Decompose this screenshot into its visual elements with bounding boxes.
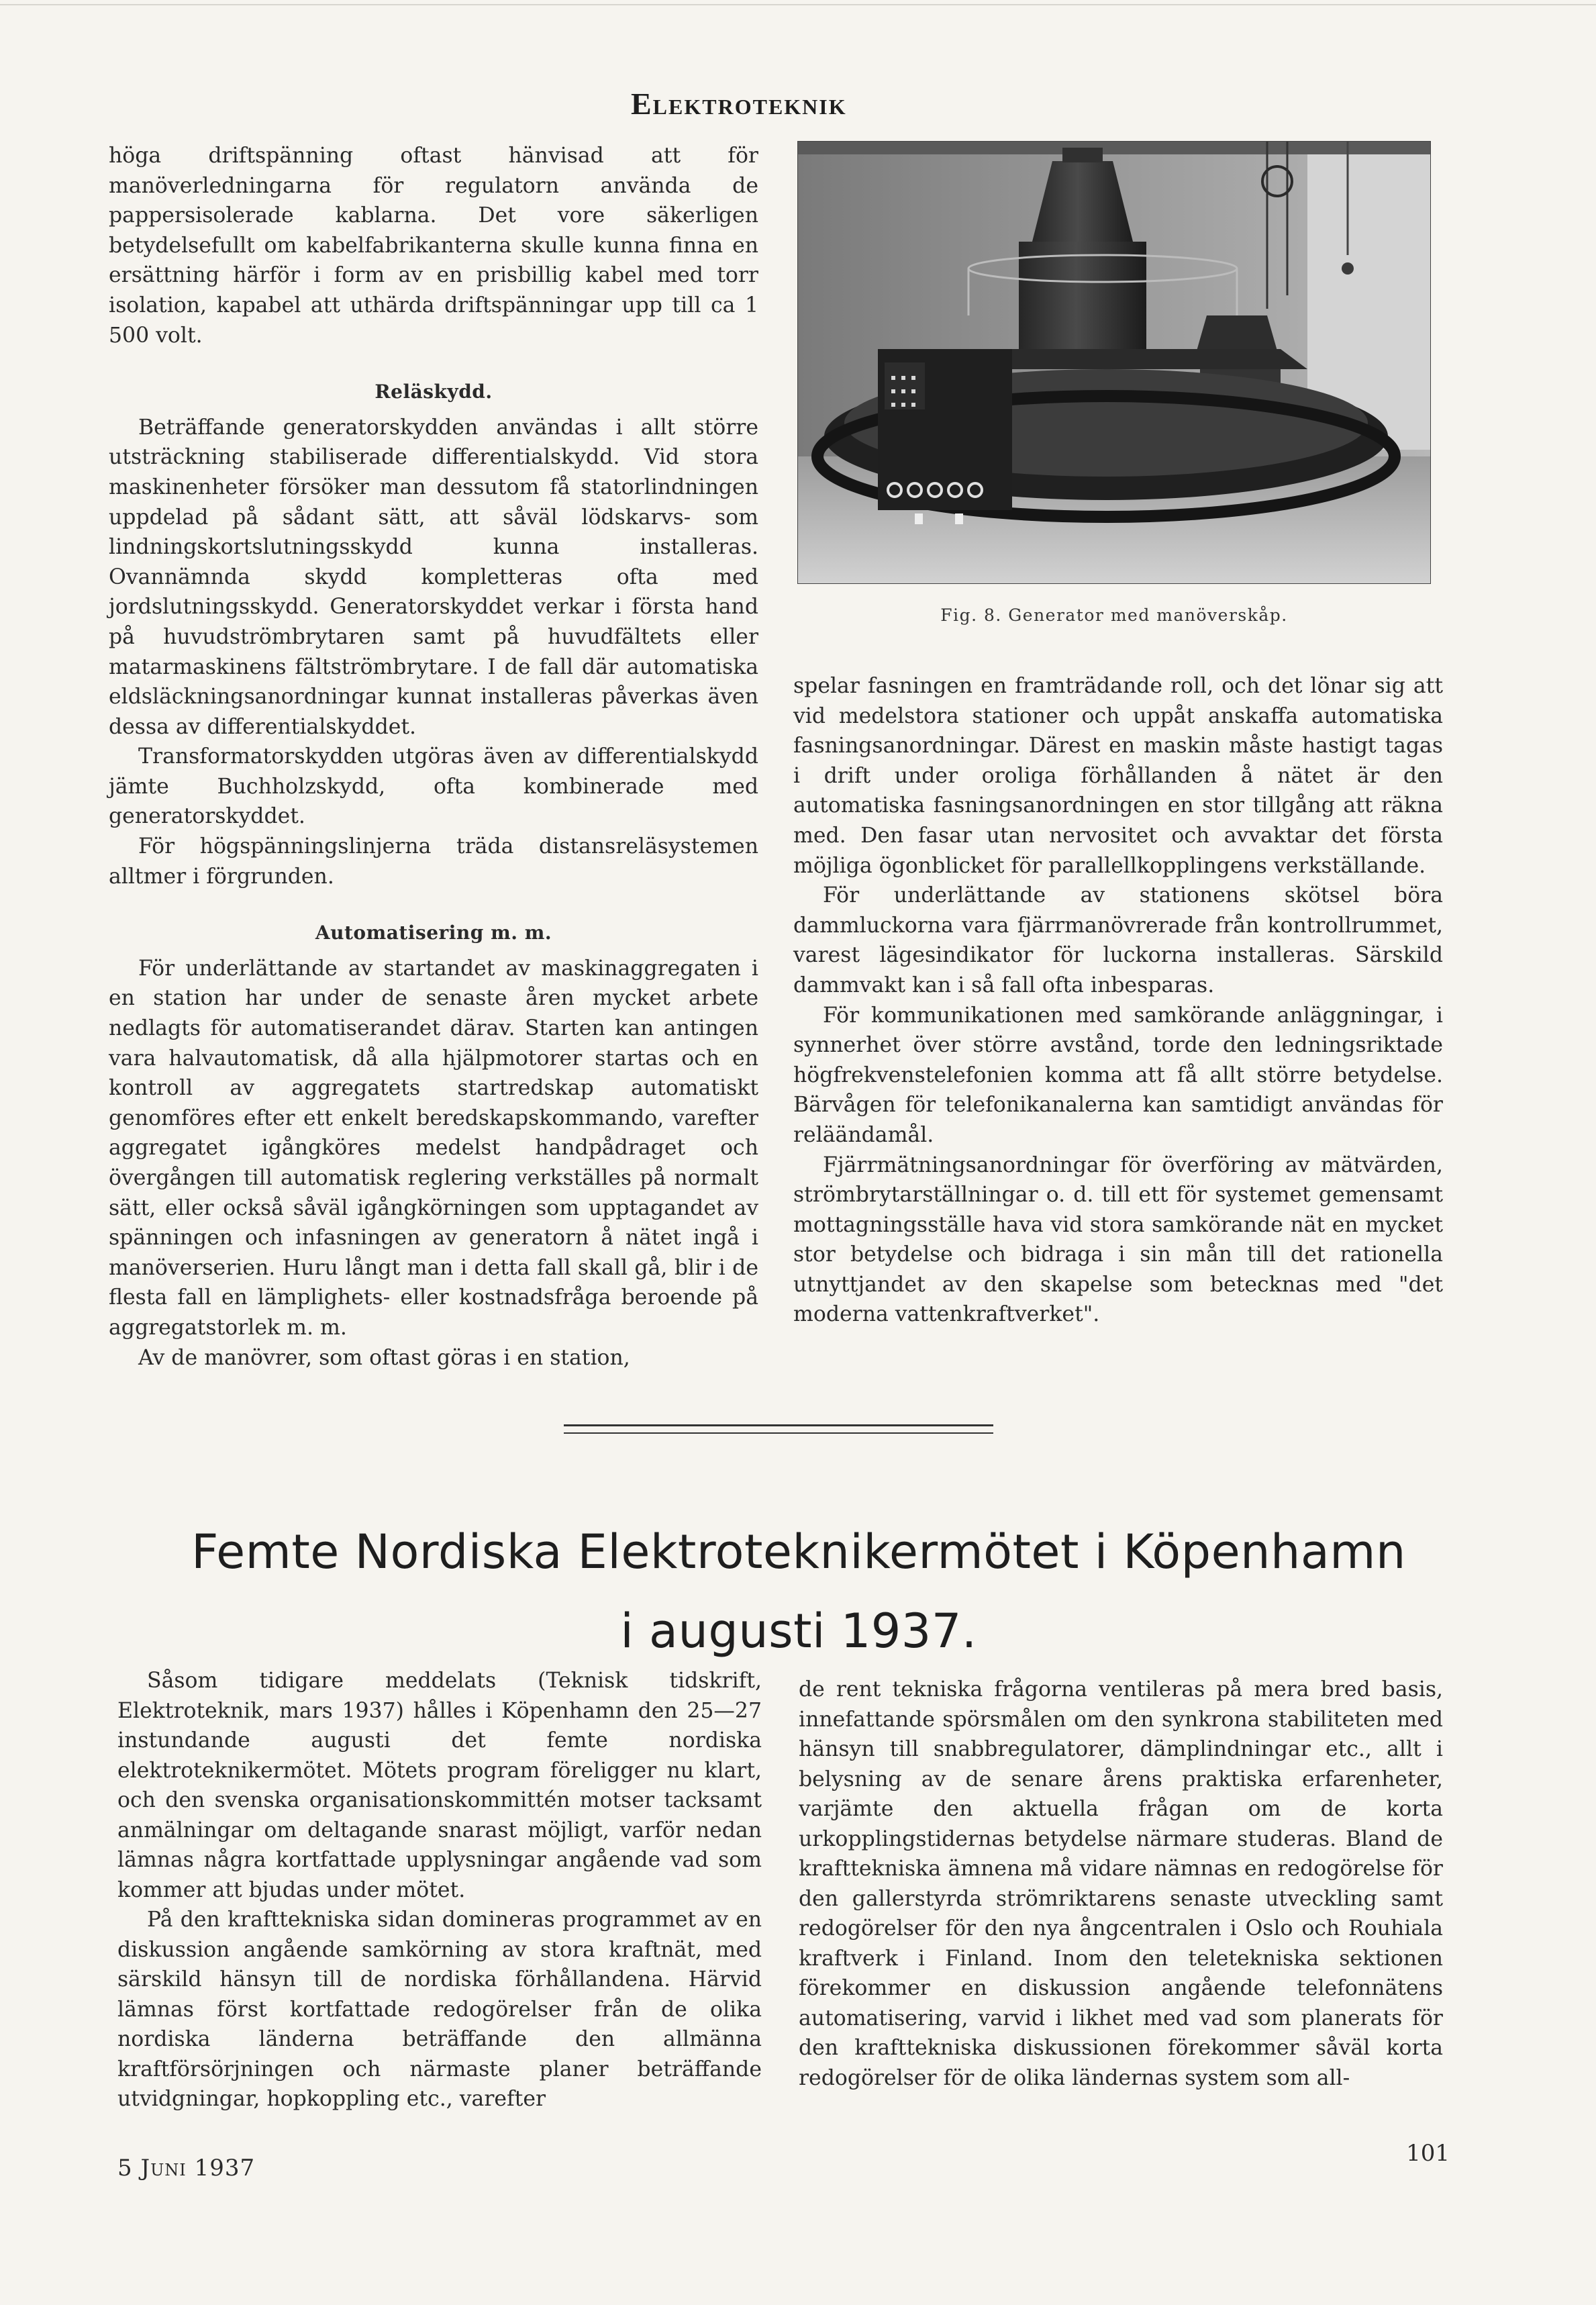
footer-date (117, 2155, 255, 2181)
paragraph: spelar fasningen en framträdande roll, och det lönar sig att vid medelstora stationer och uppåt anskaffa automatiska fasningsanordningar. Därest en maskin måste hastigt tagas i drift under oroliga förhållanden å nätet är den automatiska fasningsanordningen en stor tillgång att räkna med. Den fasar utan nervositet och avvaktar det första möjliga ögonblicket för parallellkopplingens verkställande. (793, 674, 1443, 878)
paragraph: För underlättande av stationens skötsel böra dammluckorna vara fjärrmanövrerade från kontrollrummet, varest lägesindikator för luckorna installeras. Särskild dammvakt kan i så fall ofta inbesparas. (793, 883, 1443, 997)
footer-date-year: 1937 (194, 2155, 256, 2181)
section-heading-automatisering: Automatisering m. m. (315, 922, 552, 944)
paragraph: För underlättande av startandet av maskinaggregaten i en station har under de senaste åren mycket arbete nedlagts för automatiserandet därav. Starten kan antingen vara halvautomatisk, då alla hjälpmotorer startas och en kontroll av aggregatets startredskap automatiskt genomföres efter ett enkelt beredskapskommando, varefter aggregatet igångköres medelst handpådraget och övergången till automatisk reglering verkställes på normalt sätt, eller också såväl igångkörningen som upptagandet av spänningen och infasningen av generatorn å nätet ingå i manöverserien. Huru långt man i detta fall skall gå, blir i de flesta fall en lämplighets- eller kostnadsfråga beroende på aggregatstorlek m. m. (109, 956, 758, 1340)
paragraph: Såsom tidigare meddelats (Teknisk tidskrift, Elektroteknik, mars 1937) hålles i Köpenhamn den 25—27 instundande augusti det femte nordiska elektroteknikermötet. Mötets program föreligger nu klart, och den svenska organisationskommittén motser tacksamt anmälningar om deltagande snarast möjligt, varför nedan lämnas några kortfattade upplysningar angående vad som kommer att bjudas under mötet. (117, 1669, 762, 1902)
paragraph: På den krafttekniska sidan domineras programmet av en diskussion angående samkörning av stora kraftnät, med särskild hänsyn till de nordiska förhållandena. Härvid lämnas först kortfattade redogörelser från de olika nordiska länderna beträffande den allmänna kraftförsörjningen och närmaste planer beträffande utvidgningar, hopkoppling etc., varefter (117, 1908, 762, 2111)
section-divider-thin (564, 1432, 993, 1434)
paragraph: Beträffande generatorskydden användas i allt större utsträckning stabiliserade differentialskydd. Vid stora maskinenheter försöker man dessutom få statorlindningen uppdelad på sådant sätt, att såväl lödskarvs- som lindningskortslutningsskydd kunna installeras. Ovannämnda skydd kompletteras ofta med jordslutningsskydd. Generatorskyddet verkar i första hand på huvudströmbrytaren samt på huvudfältets eller matarmaskinens fältströmbrytare. I de fall där automatiska eldsläckningsanordningar kunnat installeras påverkas även dessa av differentialskyddet. (109, 415, 758, 739)
page-number: 101 (1406, 2140, 1450, 2167)
upper-right-column (793, 671, 1443, 1330)
paragraph: höga driftspänning oftast hänvisad att för manöverledningarna för regulatorn använda de pappersisolerade kablarna. Det vore säkerligen betydelsefullt om kabelfabrikanterna skulle kunna finna en ersättning härför i form av en prisbillig kabel med torr isolation, kapabel att uthärda driftspänningar upp till ca 1 500 volt. (109, 144, 758, 348)
article-right-column (799, 1675, 1443, 2093)
paragraph: de rent tekniska frågorna ventileras på mera bred basis, innefattande spörsmålen om den synkrona stabiliteten med hänsyn till snabbregulatorer, dämplindningar etc., allt i belysning av de senare årens praktiska erfarenheter, varjämte den aktuella frågan om de korta urkopplingstidernas betydelse närmare studeras. Bland de krafttekniska ämnena må vidare nämnas en redogörelse för den gallerstyrda strömriktarens senaste utveckling samt redogörelser för den nya ångcentralen i Oslo och Rouhiala kraftverk i Finland. Inom den teletekniska sektionen förekommer en diskussion angående telefonnätens automatisering, varvid i likhet med vad som planerats för den krafttekniska diskussionen förekommer såväl korta redogörelser för de olika ländernas system som all- (799, 1677, 1443, 2090)
paragraph: För kommunikationen med samkörande anläggningar, i synnerhet över större avstånd, torde den ledningsriktade högfrekvenstelefonien komma att få allt större betydelse. Bärvågen för telefonikanalerna kan samtidigt användas för reläändamål. (793, 1003, 1443, 1147)
paragraph: Transformatorskydden utgöras även av differentialskydd jämte Buchholzskydd, ofta kombinerade med generatorskyddet. (109, 744, 758, 829)
article-title-line-1: Femte Nordiska Elektroteknikermötet i Köpenhamn (191, 1524, 1406, 1579)
upper-left-column (109, 141, 758, 1373)
generator-photo (797, 141, 1431, 584)
figure-caption: Fig. 8. Generator med manöverskåp. (940, 605, 1288, 625)
article-left-column (117, 1666, 762, 2114)
footer-date-month: Juni (140, 2155, 187, 2181)
section-heading-relaskydd: Reläskydd. (375, 381, 493, 403)
running-head: Elektroteknik (631, 87, 847, 121)
generator-illustration (797, 141, 1431, 584)
paragraph: Fjärrmätningsanordningar för överföring av mätvärden, strömbrytarställningar o. d. till ett för systemet gemensamt mottagningsställe hava vid stora samkörande nät en mycket stor betydelse och bidraga i sin mån till det rationella utnyttjandet av den skapelse som betecknas med "det moderna vattenkraftverket". (793, 1152, 1443, 1327)
footer-date-day: 5 (117, 2155, 133, 2181)
top-rule (0, 4, 1596, 5)
section-divider (564, 1424, 993, 1426)
article-title-line-2: i augusti 1937. (620, 1604, 977, 1659)
paragraph: För högspänningslinjerna träda distansreläsystemen alltmer i förgrunden. (109, 834, 758, 889)
paragraph: Av de manövrer, som oftast göras i en station, (138, 1345, 630, 1370)
